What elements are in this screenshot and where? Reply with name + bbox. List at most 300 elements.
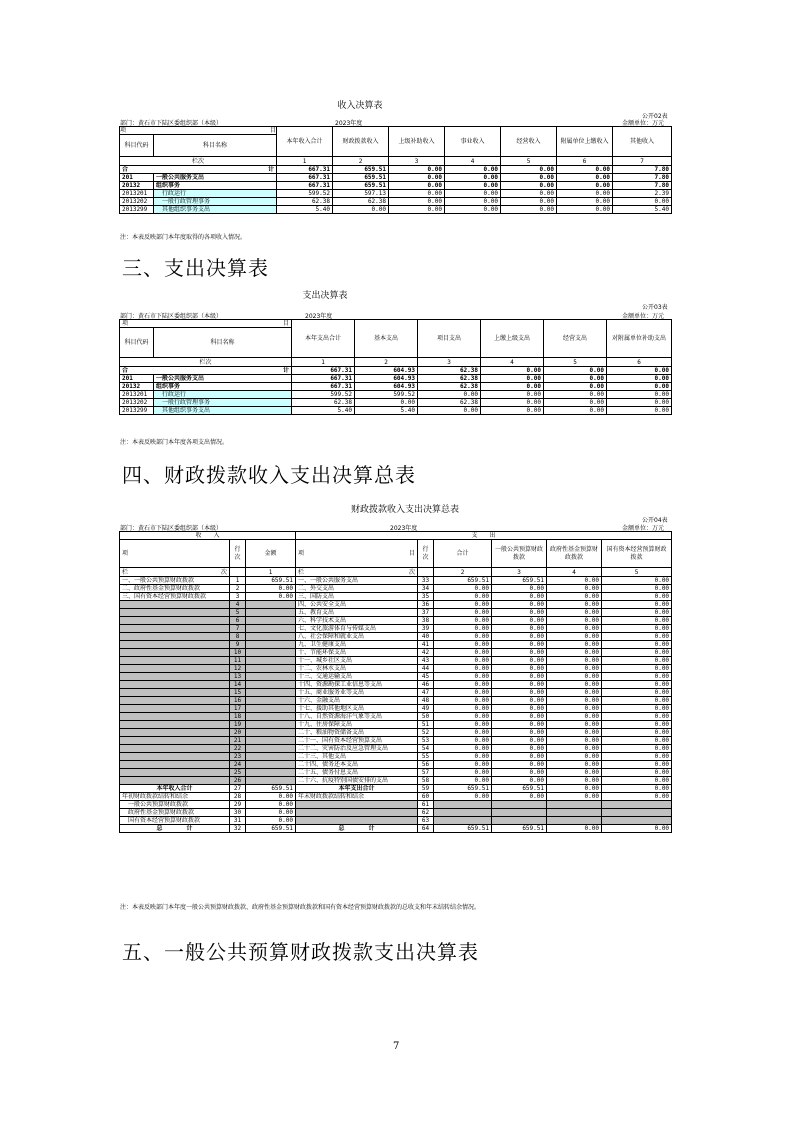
left-item bbox=[120, 697, 230, 705]
section-5-heading: 五、一般公共预算财政拨款支出决算表 bbox=[122, 940, 479, 964]
t3-xiang: 项 bbox=[122, 549, 129, 557]
total-ji: 计 bbox=[267, 166, 274, 173]
right-value: 0.00 bbox=[434, 745, 492, 753]
row-code: 2013299 bbox=[120, 407, 154, 415]
table2-title: 支出决算表 bbox=[302, 291, 348, 301]
t1-h-c4: 事业收入 bbox=[445, 127, 501, 157]
left-item: 二、政府性基金预算财政拨款 bbox=[120, 585, 230, 593]
row-value: 0.00 bbox=[481, 391, 544, 399]
left-line: 7 bbox=[230, 625, 246, 633]
right-value: 0.00 bbox=[547, 625, 602, 633]
table-row bbox=[120, 383, 672, 391]
right-value: 0.00 bbox=[547, 657, 602, 665]
right-value: 0.00 bbox=[434, 593, 492, 601]
table-row bbox=[120, 375, 672, 383]
t2-n: 6 bbox=[607, 358, 672, 367]
t2-h-name: 科目名称 bbox=[154, 328, 292, 358]
t1-n: 2 bbox=[333, 157, 389, 166]
right-item bbox=[296, 801, 418, 809]
left-line: 1 bbox=[230, 577, 246, 585]
right-item: 本年支出合计 bbox=[296, 785, 418, 793]
left-line: 10 bbox=[230, 649, 246, 657]
right-value: 0.00 bbox=[492, 665, 547, 673]
left-line: 19 bbox=[230, 721, 246, 729]
right-value: 0.00 bbox=[602, 769, 672, 777]
right-value: 0.00 bbox=[602, 617, 672, 625]
right-value: 0.00 bbox=[434, 625, 492, 633]
right-value: 659.51 bbox=[492, 785, 547, 793]
left-amount bbox=[246, 689, 296, 697]
row-value: 0.00 bbox=[445, 174, 501, 182]
right-value bbox=[602, 809, 672, 817]
table3-year: 2023年度 bbox=[390, 525, 418, 532]
left-item bbox=[120, 745, 230, 753]
table-row bbox=[120, 391, 672, 399]
right-value: 0.00 bbox=[602, 753, 672, 761]
row-value: 5.40 bbox=[355, 407, 418, 415]
row-value: 667.31 bbox=[277, 174, 333, 182]
row-value: 0.00 bbox=[607, 391, 672, 399]
left-line: 12 bbox=[230, 665, 246, 673]
right-value: 0.00 bbox=[602, 697, 672, 705]
right-line: 61 bbox=[418, 801, 434, 809]
table-row bbox=[120, 697, 672, 705]
table3-note: 注：本表反映部门本年度一般公共预算财政拨款、政府性基金预算财政拨款和国有资本经营预算财政拨款的总收支和年末结转结余情况。 bbox=[120, 904, 481, 911]
table2-dept: 部门：黄石市下陆区委组织部（本级） bbox=[120, 313, 223, 320]
right-line: 42 bbox=[418, 649, 434, 657]
table-row bbox=[120, 174, 672, 182]
right-value: 659.51 bbox=[492, 825, 547, 833]
t1-h-c3: 上级补助收入 bbox=[389, 127, 445, 157]
t3-n5: 5 bbox=[602, 568, 672, 577]
t1-xiang: 项 bbox=[120, 127, 127, 134]
right-item: 十六、金融支出 bbox=[296, 697, 418, 705]
t3-je: 金额 bbox=[246, 540, 296, 568]
left-line: 25 bbox=[230, 769, 246, 777]
left-item: 一、一般公共预算财政拨款 bbox=[120, 577, 230, 585]
right-item: 八、社会保障和就业支出 bbox=[296, 633, 418, 641]
table3 bbox=[119, 531, 672, 833]
row-code: 2013202 bbox=[120, 399, 154, 407]
t2-h-c4: 上缴上级支出 bbox=[481, 320, 544, 358]
right-value: 0.00 bbox=[492, 641, 547, 649]
left-line: 3 bbox=[230, 593, 246, 601]
right-item: 四、公共安全支出 bbox=[296, 601, 418, 609]
right-value bbox=[602, 801, 672, 809]
t1-n: 6 bbox=[557, 157, 613, 166]
table-row bbox=[120, 809, 672, 817]
t1-h-c2: 财政拨款收入 bbox=[333, 127, 389, 157]
t3-ci2: 次 bbox=[408, 568, 415, 576]
right-value: 0.00 bbox=[547, 729, 602, 737]
t1-n: 3 bbox=[389, 157, 445, 166]
right-item: 三、国防支出 bbox=[296, 593, 418, 601]
left-amount bbox=[246, 729, 296, 737]
table2 bbox=[119, 319, 672, 415]
left-item bbox=[120, 673, 230, 681]
right-value: 0.00 bbox=[602, 585, 672, 593]
t1-h-name: 科目名称 bbox=[154, 135, 277, 157]
right-item: 二十三、其他支出 bbox=[296, 753, 418, 761]
row-code: 201 bbox=[120, 174, 154, 182]
right-item: 十三、交通运输支出 bbox=[296, 673, 418, 681]
row-value: 599.52 bbox=[292, 391, 355, 399]
left-amount bbox=[246, 625, 296, 633]
right-item: 十一、城乡社区支出 bbox=[296, 657, 418, 665]
right-value: 0.00 bbox=[492, 601, 547, 609]
table-row bbox=[120, 206, 672, 214]
right-item: 七、文化旅游体育与传媒支出 bbox=[296, 625, 418, 633]
right-item: 十、节能环保支出 bbox=[296, 649, 418, 657]
right-value: 0.00 bbox=[547, 793, 602, 801]
table-row bbox=[120, 649, 672, 657]
right-value: 0.00 bbox=[434, 793, 492, 801]
right-value: 0.00 bbox=[602, 793, 672, 801]
table-row bbox=[120, 593, 672, 601]
table-row bbox=[120, 769, 672, 777]
row-value: 0.00 bbox=[445, 206, 501, 214]
row-value: 2.39 bbox=[613, 190, 672, 198]
row-value: 0.00 bbox=[501, 174, 557, 182]
table3-unit: 金额单位：万元 bbox=[622, 525, 665, 532]
row-value: 0.00 bbox=[544, 375, 607, 383]
left-item bbox=[120, 737, 230, 745]
t3-c4: 国有资本经营预算财政拨款 bbox=[602, 540, 672, 568]
table1-dept: 部门：黄石市下陆区委组织部（本级） bbox=[120, 120, 223, 127]
left-line: 31 bbox=[230, 817, 246, 825]
table2-year: 2023年度 bbox=[305, 313, 333, 320]
t1-h-code: 科目代码 bbox=[120, 135, 154, 157]
row-name: 组织事务 bbox=[154, 182, 277, 190]
t2-h-c2: 基本支出 bbox=[355, 320, 418, 358]
row-value: 0.00 bbox=[557, 206, 613, 214]
t2-n: 2 bbox=[355, 358, 418, 367]
left-item bbox=[120, 665, 230, 673]
left-amount bbox=[246, 705, 296, 713]
section-4-heading: 四、财政拨款收入支出决算总表 bbox=[122, 463, 416, 487]
row-value: 0.00 bbox=[557, 182, 613, 190]
row-code: 2013201 bbox=[120, 190, 154, 198]
row-value: 667.31 bbox=[292, 375, 355, 383]
right-value: 0.00 bbox=[547, 601, 602, 609]
table2-unit: 金额单位：万元 bbox=[622, 313, 665, 320]
left-item: 本年收入合计 bbox=[120, 785, 230, 793]
table1-code: 公开02表 bbox=[642, 113, 668, 120]
left-item: 三、国有资本经营预算财政拨款 bbox=[120, 593, 230, 601]
right-item: 一、一般公共服务支出 bbox=[296, 577, 418, 585]
left-line: 26 bbox=[230, 777, 246, 785]
row-value: 0.00 bbox=[501, 190, 557, 198]
row-value: 62.38 bbox=[292, 399, 355, 407]
row-value: 62.38 bbox=[333, 198, 389, 206]
left-item bbox=[120, 601, 230, 609]
left-item: 国有资本经营预算财政拨款 bbox=[120, 817, 230, 825]
table3-title: 财政拨款收入支出决算总表 bbox=[350, 505, 459, 515]
right-value: 0.00 bbox=[434, 673, 492, 681]
row-value: 0.00 bbox=[501, 182, 557, 190]
right-value: 0.00 bbox=[547, 769, 602, 777]
left-item bbox=[120, 689, 230, 697]
left-item bbox=[120, 753, 230, 761]
right-value bbox=[434, 809, 492, 817]
row-value: 0.00 bbox=[501, 198, 557, 206]
t1-h-c6: 附属单位上缴收入 bbox=[557, 127, 613, 157]
right-value bbox=[434, 817, 492, 825]
table-row bbox=[120, 166, 672, 174]
table-row bbox=[120, 407, 672, 415]
row-value: 0.00 bbox=[445, 182, 501, 190]
table-row bbox=[120, 825, 672, 833]
right-value: 0.00 bbox=[602, 777, 672, 785]
right-value: 0.00 bbox=[602, 729, 672, 737]
left-item bbox=[120, 681, 230, 689]
right-item: 十七、援助其他地区支出 bbox=[296, 705, 418, 713]
table1-title: 收入决算表 bbox=[337, 101, 383, 111]
row-value: 604.93 bbox=[355, 375, 418, 383]
total-label bbox=[120, 367, 292, 375]
right-value: 0.00 bbox=[434, 761, 492, 769]
t2-h-code: 科目代码 bbox=[120, 328, 154, 358]
right-value: 0.00 bbox=[492, 761, 547, 769]
left-item: 一般公共预算财政拨款 bbox=[120, 801, 230, 809]
table-row bbox=[120, 601, 672, 609]
left-item bbox=[120, 649, 230, 657]
row-value: 62.38 bbox=[418, 375, 481, 383]
row-value: 0.00 bbox=[418, 391, 481, 399]
right-value: 0.00 bbox=[547, 649, 602, 657]
t2-n: 1 bbox=[292, 358, 355, 367]
left-item bbox=[120, 641, 230, 649]
left-line: 23 bbox=[230, 753, 246, 761]
right-line: 44 bbox=[418, 665, 434, 673]
right-value: 0.00 bbox=[602, 673, 672, 681]
right-value: 0.00 bbox=[602, 689, 672, 697]
right-value: 0.00 bbox=[602, 665, 672, 673]
t1-n: 5 bbox=[501, 157, 557, 166]
right-item: 二十、粮油物资储备支出 bbox=[296, 729, 418, 737]
right-line: 58 bbox=[418, 777, 434, 785]
row-code: 20132 bbox=[120, 182, 154, 190]
row-value: 0.00 bbox=[355, 399, 418, 407]
right-value: 0.00 bbox=[602, 721, 672, 729]
right-value: 0.00 bbox=[547, 721, 602, 729]
table1-header-row bbox=[120, 127, 672, 135]
table-row bbox=[120, 745, 672, 753]
row-value: 0.00 bbox=[445, 198, 501, 206]
left-amount: 0.00 bbox=[246, 585, 296, 593]
t3-n4: 4 bbox=[547, 568, 602, 577]
t3-hang: 行次 bbox=[230, 540, 246, 568]
table-row bbox=[120, 657, 672, 665]
right-value bbox=[547, 817, 602, 825]
right-item: 十五、商业服务业等支出 bbox=[296, 689, 418, 697]
left-item bbox=[120, 777, 230, 785]
t1-n: 1 bbox=[277, 157, 333, 166]
total-he: 合 bbox=[122, 367, 129, 374]
right-line: 62 bbox=[418, 809, 434, 817]
right-item: 十八、自然资源海洋气象等支出 bbox=[296, 713, 418, 721]
right-line: 38 bbox=[418, 617, 434, 625]
table-row bbox=[120, 673, 672, 681]
right-line: 54 bbox=[418, 745, 434, 753]
row-value: 659.51 bbox=[333, 174, 389, 182]
left-amount: 0.00 bbox=[246, 593, 296, 601]
right-value bbox=[602, 817, 672, 825]
right-line: 45 bbox=[418, 673, 434, 681]
row-value: 604.93 bbox=[355, 367, 418, 375]
left-amount bbox=[246, 761, 296, 769]
left-amount bbox=[246, 617, 296, 625]
t3-hang2: 行次 bbox=[418, 540, 434, 568]
right-line: 35 bbox=[418, 593, 434, 601]
table-row bbox=[120, 689, 672, 697]
row-value: 5.40 bbox=[277, 206, 333, 214]
t2-n: 4 bbox=[481, 358, 544, 367]
right-value: 0.00 bbox=[547, 681, 602, 689]
table2-code: 公开03表 bbox=[642, 304, 668, 311]
t2-h-c6: 对附属单位补助支出 bbox=[607, 320, 672, 358]
row-value: 62.38 bbox=[418, 367, 481, 375]
row-value: 0.00 bbox=[557, 198, 613, 206]
right-value: 659.51 bbox=[492, 577, 547, 585]
right-value: 0.00 bbox=[602, 577, 672, 585]
row-value: 0.00 bbox=[333, 206, 389, 214]
t3-heji: 合计 bbox=[434, 540, 492, 568]
row-value: 0.00 bbox=[481, 407, 544, 415]
right-item: 二十六、抗疫特别国债安排的支出 bbox=[296, 777, 418, 785]
right-value: 0.00 bbox=[547, 697, 602, 705]
t2-n: 5 bbox=[544, 358, 607, 367]
right-value: 0.00 bbox=[434, 633, 492, 641]
right-value: 0.00 bbox=[434, 753, 492, 761]
left-line: 5 bbox=[230, 609, 246, 617]
row-name: 行政运行 bbox=[154, 391, 292, 399]
row-value: 0.00 bbox=[389, 174, 445, 182]
right-value: 0.00 bbox=[434, 681, 492, 689]
left-amount bbox=[246, 633, 296, 641]
right-value: 0.00 bbox=[492, 697, 547, 705]
t1-h-c7: 其他收入 bbox=[613, 127, 672, 157]
left-amount bbox=[246, 697, 296, 705]
right-value: 0.00 bbox=[547, 609, 602, 617]
right-value: 0.00 bbox=[434, 609, 492, 617]
right-item: 九、卫生健康支出 bbox=[296, 641, 418, 649]
table-row bbox=[120, 367, 672, 375]
row-value: 62.38 bbox=[418, 383, 481, 391]
page-number: 7 bbox=[393, 1041, 400, 1052]
row-name: 其他组织事务支出 bbox=[154, 407, 292, 415]
right-value: 0.00 bbox=[547, 825, 602, 833]
right-value: 0.00 bbox=[547, 785, 602, 793]
t2-xiang: 项 bbox=[122, 320, 129, 327]
right-item bbox=[296, 817, 418, 825]
left-line: 14 bbox=[230, 681, 246, 689]
right-value: 0.00 bbox=[434, 617, 492, 625]
left-line: 18 bbox=[230, 713, 246, 721]
row-value: 62.38 bbox=[418, 399, 481, 407]
row-value: 0.00 bbox=[557, 190, 613, 198]
right-value: 0.00 bbox=[547, 705, 602, 713]
right-item: 十四、资源勘探工业信息等支出 bbox=[296, 681, 418, 689]
table-row bbox=[120, 721, 672, 729]
table-row bbox=[120, 761, 672, 769]
t3-mu2: 目 bbox=[408, 549, 415, 557]
left-amount: 659.51 bbox=[246, 785, 296, 793]
right-value: 0.00 bbox=[492, 777, 547, 785]
left-amount bbox=[246, 777, 296, 785]
table-row bbox=[120, 681, 672, 689]
left-line: 17 bbox=[230, 705, 246, 713]
row-code: 2013201 bbox=[120, 391, 154, 399]
table-row bbox=[120, 633, 672, 641]
table3-dept: 部门：黄石市下陆区委组织部（本级） bbox=[120, 525, 223, 532]
row-value: 0.00 bbox=[607, 407, 672, 415]
right-line: 49 bbox=[418, 705, 434, 713]
right-value: 0.00 bbox=[492, 657, 547, 665]
right-value: 0.00 bbox=[492, 585, 547, 593]
right-value: 0.00 bbox=[602, 641, 672, 649]
right-value: 0.00 bbox=[434, 657, 492, 665]
right-value: 0.00 bbox=[602, 593, 672, 601]
right-line: 63 bbox=[418, 817, 434, 825]
left-line: 28 bbox=[230, 793, 246, 801]
right-item: 六、科学技术支出 bbox=[296, 617, 418, 625]
right-value: 0.00 bbox=[492, 681, 547, 689]
right-item: 二十四、债务还本支出 bbox=[296, 761, 418, 769]
right-value: 0.00 bbox=[434, 729, 492, 737]
right-value: 659.51 bbox=[434, 577, 492, 585]
total-he: 合 bbox=[122, 166, 129, 173]
row-name: 行政运行 bbox=[154, 190, 277, 198]
left-amount: 0.00 bbox=[246, 793, 296, 801]
row-value: 597.13 bbox=[333, 190, 389, 198]
left-amount bbox=[246, 769, 296, 777]
left-amount bbox=[246, 745, 296, 753]
right-value: 0.00 bbox=[602, 785, 672, 793]
right-value: 0.00 bbox=[602, 761, 672, 769]
row-value: 667.31 bbox=[277, 182, 333, 190]
right-line: 55 bbox=[418, 753, 434, 761]
table-row bbox=[120, 585, 672, 593]
right-line: 51 bbox=[418, 721, 434, 729]
right-line: 37 bbox=[418, 609, 434, 617]
t1-n: 4 bbox=[445, 157, 501, 166]
right-value: 0.00 bbox=[602, 705, 672, 713]
row-value: 0.00 bbox=[544, 399, 607, 407]
left-line: 16 bbox=[230, 697, 246, 705]
right-item: 二十一、国有资本经营预算支出 bbox=[296, 737, 418, 745]
row-value: 5.40 bbox=[613, 206, 672, 214]
row-value: 667.31 bbox=[292, 383, 355, 391]
t1-lanci: 栏次 bbox=[120, 157, 277, 166]
left-amount bbox=[246, 713, 296, 721]
row-value: 0.00 bbox=[481, 383, 544, 391]
row-value: 0.00 bbox=[481, 399, 544, 407]
t2-mu: 目 bbox=[282, 320, 289, 327]
right-line: 64 bbox=[418, 825, 434, 833]
left-item bbox=[120, 625, 230, 633]
right-value: 0.00 bbox=[602, 681, 672, 689]
row-name: 一般公共服务支出 bbox=[154, 174, 277, 182]
left-amount bbox=[246, 737, 296, 745]
right-value: 0.00 bbox=[602, 625, 672, 633]
left-line: 4 bbox=[230, 601, 246, 609]
table-row bbox=[120, 190, 672, 198]
right-value: 0.00 bbox=[492, 689, 547, 697]
right-line: 48 bbox=[418, 697, 434, 705]
left-line: 2 bbox=[230, 585, 246, 593]
right-value: 0.00 bbox=[434, 689, 492, 697]
